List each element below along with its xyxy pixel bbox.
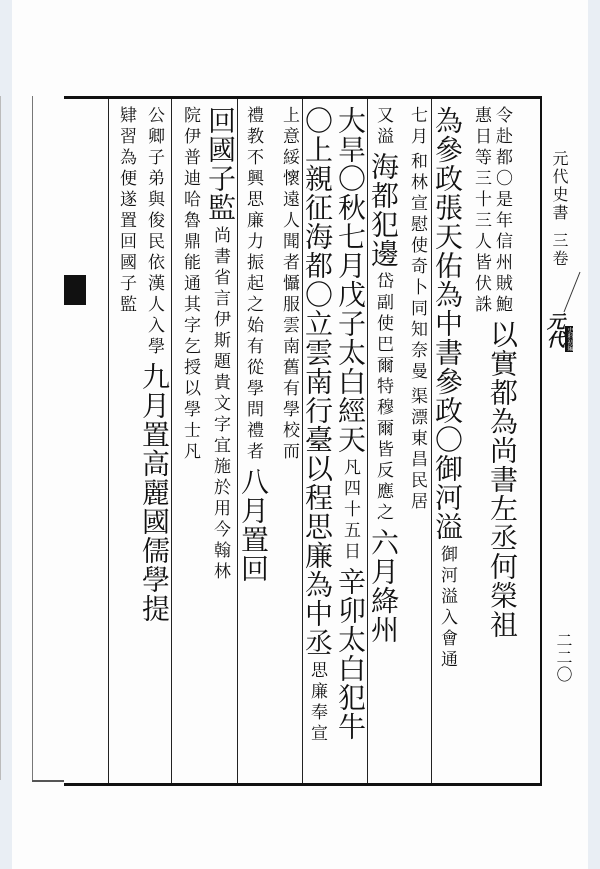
- column-rule: [171, 99, 172, 783]
- annotation-text: 院伊普迪哈魯鼎能通其字乞授以學士凡: [180, 106, 200, 463]
- text-column: [273, 106, 297, 463]
- text-column: [431, 106, 464, 671]
- annotation-text: 禮教不興思廉力振起之始有從學問禮者: [243, 106, 263, 463]
- text-column: [204, 106, 237, 583]
- annotation-text: 和林宣慰使奇卜同知奈曼: [407, 152, 427, 383]
- column-rule: [108, 99, 109, 783]
- main-text: 六月絳州: [367, 528, 400, 644]
- text-column: [334, 106, 367, 741]
- main-text: 辛卯太白犯牛: [334, 567, 367, 741]
- fold-tab-mark: [64, 275, 86, 305]
- text-column: [138, 106, 171, 623]
- annotation-text: 又溢: [373, 106, 393, 148]
- series-logo: [545, 312, 585, 356]
- annotation-text: 凡四十五日: [340, 458, 360, 563]
- main-text: 海都犯邊: [367, 152, 400, 268]
- annotation-text: 惠日等三十三人皆伏誅: [471, 106, 491, 316]
- main-text: 〇上親征海都〇立雲南行臺以程思廉為中丞: [301, 106, 334, 657]
- logo-main-text: 元代: [544, 312, 565, 348]
- annotation-text: 御河溢入會通: [437, 545, 457, 671]
- text-column: [237, 106, 270, 583]
- annotation-text: 公卿子弟與俊民依漢人入學: [144, 106, 164, 358]
- main-text: 回國子監: [204, 106, 237, 222]
- annotation-text: 岱副使巴爾特穆爾皆反應之: [373, 272, 393, 524]
- annotation-text: 七月: [407, 106, 427, 148]
- previous-page-rule: [32, 96, 33, 780]
- text-column: [367, 106, 400, 644]
- main-text: 八月置回: [237, 467, 270, 583]
- main-text: 為參政張天佑為中書參政〇御河溢: [431, 106, 464, 541]
- previous-page-bottom-rule: [32, 780, 64, 782]
- text-column: [174, 106, 198, 463]
- text-column: [110, 106, 134, 316]
- annotation-text: 上意綏懷遠人聞者懾服雲南舊有學校而: [279, 106, 299, 463]
- running-title: 元代史書: [550, 150, 569, 222]
- text-column: [401, 106, 425, 513]
- volume-label: 三卷: [550, 232, 569, 268]
- text-column: [465, 106, 489, 316]
- logo-sub-text: 史料初編: [566, 327, 573, 351]
- divider-stroke: [560, 270, 584, 314]
- annotation-text: 渠漂東昌民居: [407, 387, 427, 513]
- annotation-text: 思廉奉宣: [307, 661, 327, 745]
- text-column: [301, 106, 334, 745]
- page-number: 二二〇: [554, 632, 573, 683]
- annotation-text: 肄習為便遂置回國子監: [116, 106, 136, 316]
- annotation-text: 令赴都〇是年信州賊鮑: [492, 106, 512, 316]
- previous-page-edge: [0, 96, 27, 780]
- main-text: 大旱〇秋七月戊子太白經天: [334, 106, 367, 454]
- main-text: 九月置高麗國儒學提: [138, 362, 171, 623]
- annotation-text: 尚書省言伊斯題貴文字宜施於用今翰林: [210, 226, 230, 583]
- main-text: 以實都為尚書左丞何榮祖: [486, 320, 519, 639]
